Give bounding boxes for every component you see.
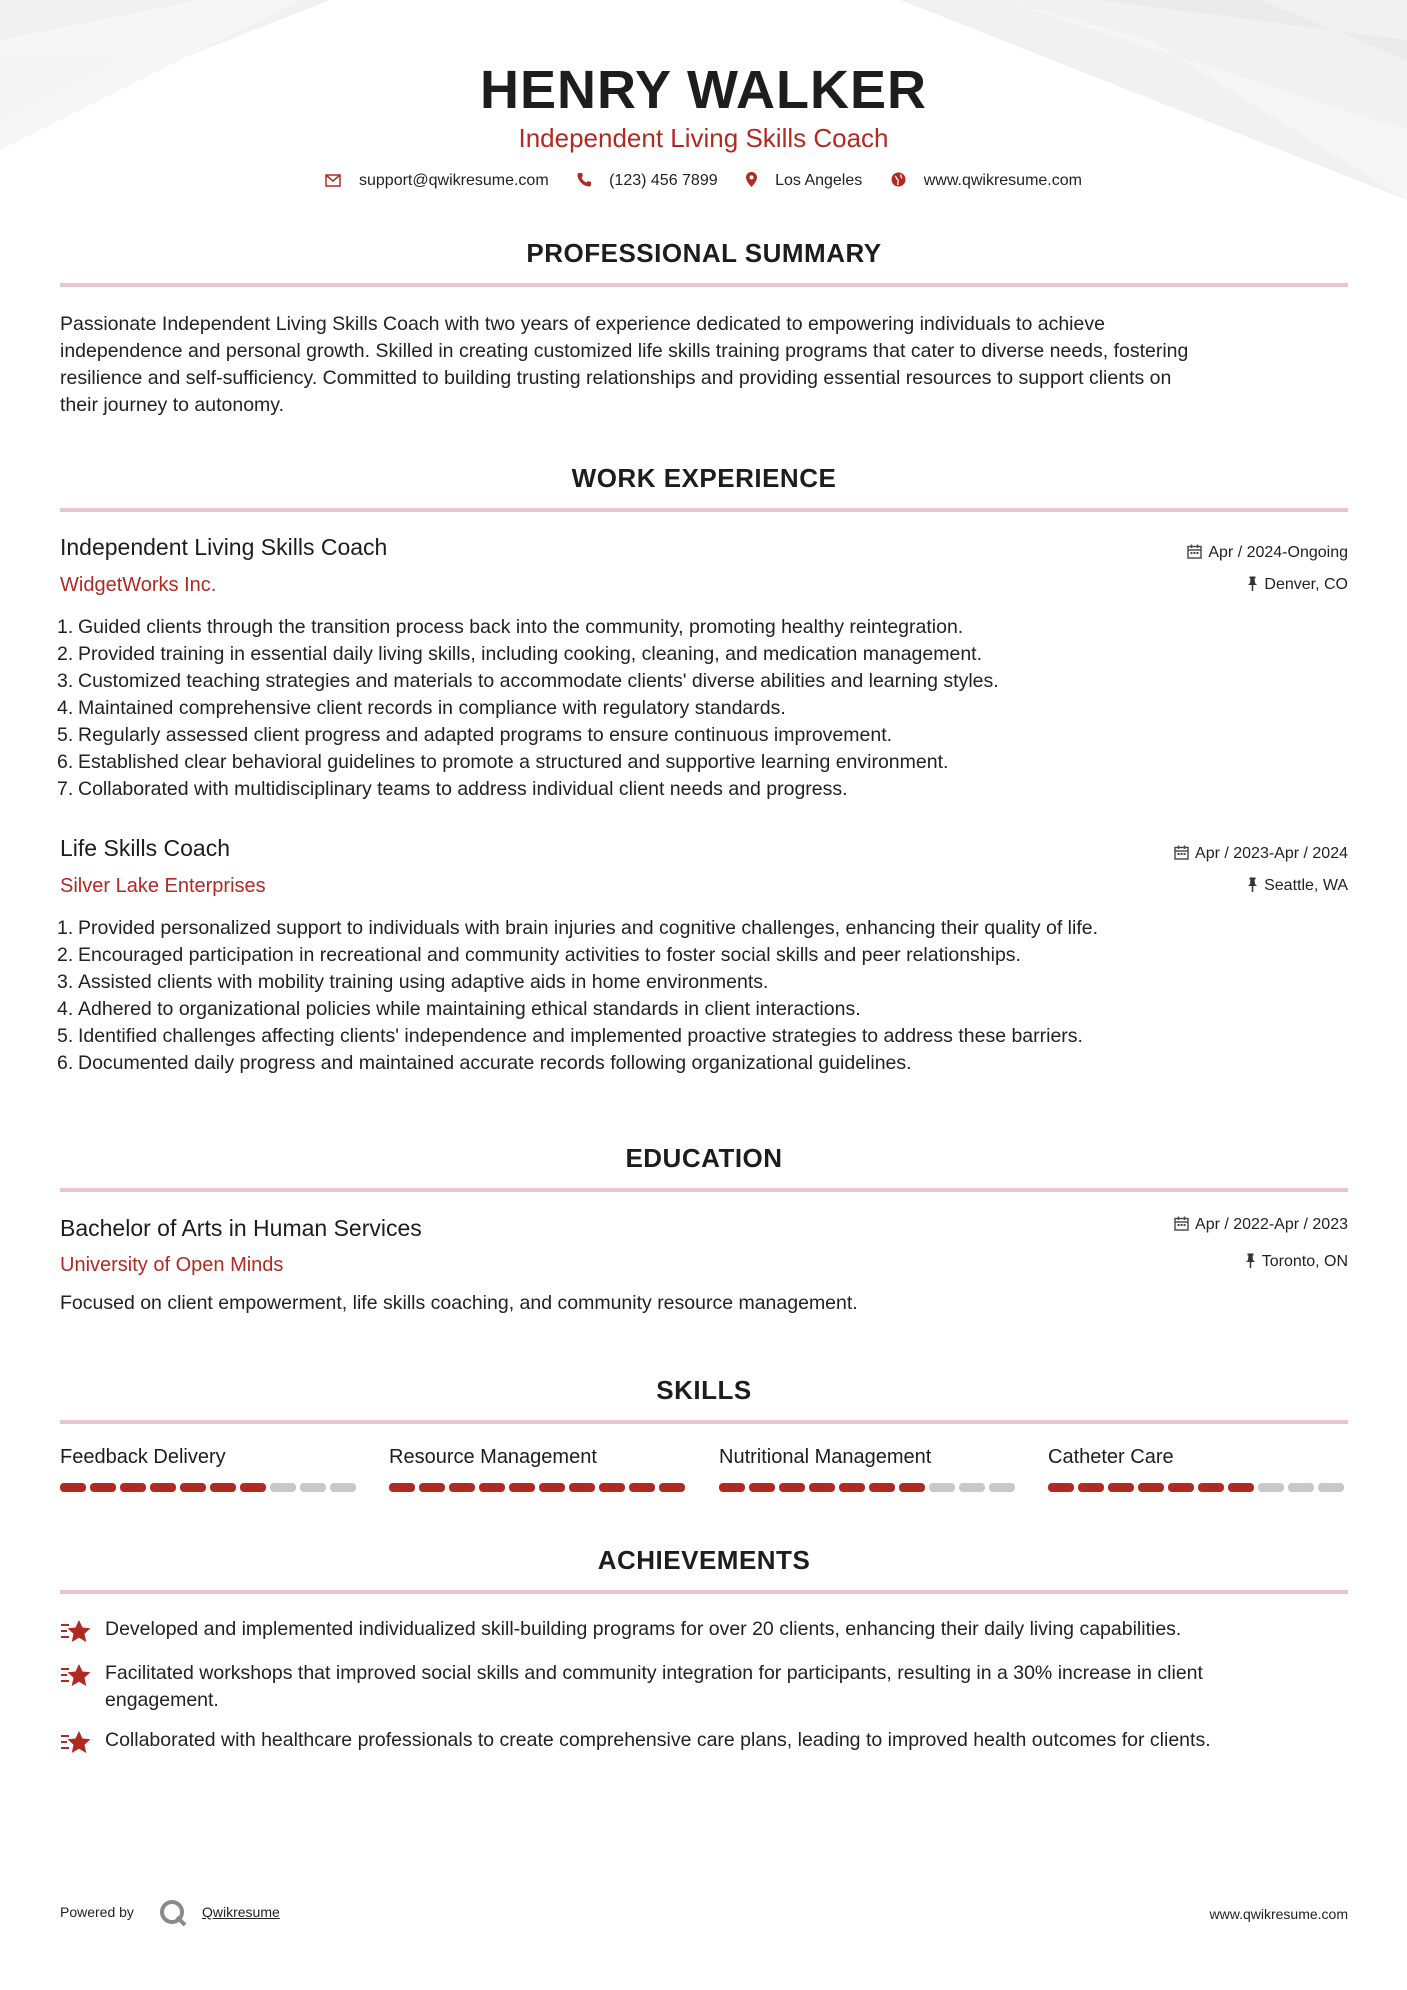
contact-website[interactable]: [891, 172, 1082, 190]
skill-segment-filled: [869, 1483, 895, 1492]
qwikresume-link[interactable]: Qwikresume: [202, 1904, 280, 1920]
skill-segment-empty: [1318, 1483, 1344, 1492]
skill-segment-filled: [1168, 1483, 1194, 1492]
school-name: University of Open Minds: [60, 1254, 284, 1276]
experience-divider: [60, 508, 1348, 512]
phone-icon: [577, 172, 591, 187]
achievement-line: Collaborated with healthcare professionals to create comprehensive care plans, leading to improved health outcomes for clients.: [105, 1729, 1211, 1751]
skill-segment-empty: [1288, 1483, 1314, 1492]
qwikresume-logo-icon: [158, 1898, 188, 1928]
skills-divider: [60, 1420, 1348, 1424]
achievement-line: Developed and implemented individualized skill-building programs for over 20 clients, enhancing their daily living capabilities.: [105, 1618, 1182, 1640]
skill-segment-empty: [989, 1483, 1015, 1492]
job-bullets: [57, 915, 1348, 1077]
bullet-text: Provided training in essential daily living skills, including cooking, cleaning, and medication management.: [78, 643, 983, 665]
bullet-text: Collaborated with multidisciplinary teams to address individual client needs and progress.: [78, 778, 848, 800]
job-location: [1247, 877, 1348, 895]
contact-phone[interactable]: [577, 172, 718, 190]
job-title: Life Skills Coach: [60, 835, 231, 861]
skill-segment-filled: [779, 1483, 805, 1492]
company-name: Silver Lake Enterprises: [60, 875, 266, 897]
skill-item: [60, 1446, 360, 1469]
education-divider: [60, 1188, 1348, 1192]
skill-segment-filled: [659, 1483, 685, 1492]
skill-segment-empty: [330, 1483, 356, 1492]
achievement-text: [105, 1727, 1348, 1754]
bullet-text: Documented daily progress and maintained accurate records following organizational guidelines.: [78, 1052, 912, 1074]
skill-segment-filled: [719, 1483, 745, 1492]
skill-item: [389, 1446, 689, 1469]
calendar-icon: [1187, 544, 1202, 559]
list-item: 2. Provided training in essential daily living skills, including cooking, cleaning, and medication management.: [57, 643, 983, 665]
skill-segment-filled: [479, 1483, 505, 1492]
bullet-text: Customized teaching strategies and materials to accommodate clients' diverse abilities and learning styles.: [78, 670, 999, 692]
skill-name: Resource Management: [389, 1446, 597, 1468]
job-dates-text: Apr / 2023-Apr / 2024: [1195, 845, 1348, 862]
contact-location-text: Los Angeles: [775, 172, 863, 189]
education-dates-text: Apr / 2022-Apr / 2023: [1195, 1216, 1348, 1233]
achievement-line: Facilitated workshops that improved social skills and community integration for participants, resulting in a 30% increase in client: [105, 1662, 1203, 1684]
skill-segment-empty: [1258, 1483, 1284, 1492]
skill-segment-filled: [449, 1483, 475, 1492]
bullet-text: Maintained comprehensive client records in compliance with regulatory standards.: [78, 697, 786, 719]
pin-icon: [1247, 877, 1258, 892]
education-dates: [1174, 1216, 1348, 1234]
skill-segment-filled: [1138, 1483, 1164, 1492]
powered-by-text: Powered by: [60, 1904, 134, 1920]
summary-line: resilience and self-sufficiency. Committed to building trusting relationships and providing essential resources to support clients on: [60, 367, 1172, 389]
pin-icon: [1245, 1253, 1256, 1268]
bullet-text: Adhered to organizational policies while maintaining ethical standards in client interactions.: [78, 998, 861, 1020]
job-location-text: Seattle, WA: [1264, 877, 1348, 894]
skill-segment-filled: [210, 1483, 236, 1492]
map-marker-icon: [746, 172, 757, 187]
skill-segment-filled: [1198, 1483, 1224, 1492]
skill-item: [1048, 1446, 1348, 1469]
bullet-text: Regularly assessed client progress and adapted programs to ensure continuous improvement.: [78, 724, 893, 746]
job-title: Independent Living Skills Coach: [60, 534, 388, 560]
envelope-icon: [325, 174, 341, 187]
list-item: 6. Documented daily progress and maintained accurate records following organizational guidelines.: [57, 1052, 912, 1074]
job-dates: [1174, 845, 1348, 863]
skill-segment-filled: [509, 1483, 535, 1492]
contact-website-text: www.qwikresume.com: [923, 172, 1082, 189]
bullet-text: Guided clients through the transition process back into the community, promoting healthy reintegration.: [78, 616, 964, 638]
education-location: [1245, 1253, 1348, 1271]
skill-segment-filled: [1048, 1483, 1074, 1492]
skill-segment-filled: [389, 1483, 415, 1492]
list-item: 4. Maintained comprehensive client records in compliance with regulatory standards.: [57, 697, 786, 719]
skill-segment-filled: [180, 1483, 206, 1492]
skill-segment-filled: [90, 1483, 116, 1492]
bullet-text: Established clear behavioral guidelines to promote a structured and supportive learning environment.: [78, 751, 949, 773]
skill-segment-empty: [929, 1483, 955, 1492]
job-dates: [1187, 544, 1348, 562]
summary-line: their journey to autonomy.: [60, 394, 285, 416]
degree-title: Bachelor of Arts in Human Services: [60, 1215, 422, 1241]
skill-segment-filled: [809, 1483, 835, 1492]
pin-icon: [1247, 576, 1258, 591]
education-description: Focused on client empowerment, life skills coaching, and community resource management.: [60, 1292, 858, 1314]
bullet-text: Identified challenges affecting clients' independence and implemented proactive strategies to address these barriers.: [78, 1025, 1083, 1047]
list-item: 5. Regularly assessed client progress and adapted programs to ensure continuous improvement.: [57, 724, 893, 746]
skill-level-bar: [1048, 1483, 1348, 1492]
job-location: [1247, 576, 1348, 594]
skill-level-bar: [719, 1483, 1019, 1492]
skill-segment-filled: [1108, 1483, 1134, 1492]
contact-location: [746, 172, 862, 190]
achievements-divider: [60, 1590, 1348, 1594]
list-item: 3. Customized teaching strategies and materials to accommodate clients' diverse abilities and learning styles.: [57, 670, 999, 692]
achievements-heading: ACHIEVEMENTS: [597, 1545, 811, 1575]
list-item: 1. Provided personalized support to individuals with brain injuries and cognitive challenges, enhancing their quality of life.: [57, 917, 1099, 939]
job-bullets: [57, 614, 1348, 803]
skills-heading: SKILLS: [656, 1375, 752, 1405]
job-location-text: Denver, CO: [1264, 576, 1348, 593]
candidate-name: HENRY WALKER: [479, 60, 928, 120]
globe-icon: [891, 172, 906, 187]
list-item: 1. Guided clients through the transition process back into the community, promoting healthy reintegration.: [57, 616, 964, 638]
skill-segment-filled: [899, 1483, 925, 1492]
skill-item: [719, 1446, 1019, 1469]
skill-segment-filled: [599, 1483, 625, 1492]
skill-segment-filled: [569, 1483, 595, 1492]
summary-heading: PROFESSIONAL SUMMARY: [526, 238, 882, 268]
list-item: 7. Collaborated with multidisciplinary teams to address individual client needs and progress.: [57, 778, 848, 800]
skill-name: Feedback Delivery: [60, 1446, 226, 1468]
skill-segment-empty: [270, 1483, 296, 1492]
star-icon: [60, 1663, 92, 1689]
footer-website[interactable]: www.qwikresume.com: [1209, 1906, 1348, 1922]
education-heading: EDUCATION: [625, 1143, 783, 1173]
bullet-text: Provided personalized support to individuals with brain injuries and cognitive challenges, enhancing their quality of life.: [78, 917, 1099, 939]
skill-segment-filled: [749, 1483, 775, 1492]
skill-level-bar: [60, 1483, 360, 1492]
list-item: 3. Assisted clients with mobility training using adaptive aids in home environments.: [57, 971, 769, 993]
star-icon: [60, 1730, 92, 1756]
company-name: WidgetWorks Inc.: [60, 574, 217, 596]
header: [0, 60, 1407, 154]
list-item: 5. Identified challenges affecting clients' independence and implemented proactive strategies to address these barriers.: [57, 1025, 1083, 1047]
summary-line: independence and personal growth. Skilled in creating customized life skills training programs that cater to diverse needs, fostering: [60, 340, 1189, 362]
contact-email[interactable]: [325, 172, 549, 190]
skill-segment-filled: [240, 1483, 266, 1492]
skill-segment-filled: [419, 1483, 445, 1492]
job-dates-text: Apr / 2024-Ongoing: [1208, 544, 1348, 561]
contact-bar: [0, 172, 1407, 190]
contact-email-text: support@qwikresume.com: [359, 172, 549, 189]
candidate-title: Independent Living Skills Coach: [518, 123, 889, 153]
bullet-text: Encouraged participation in recreational and community activities to foster social skills and peer relationships.: [78, 944, 1021, 966]
skill-segment-filled: [629, 1483, 655, 1492]
contact-phone-text: (123) 456 7899: [609, 172, 718, 189]
skill-segment-filled: [60, 1483, 86, 1492]
skill-segment-empty: [300, 1483, 326, 1492]
skill-segment-filled: [839, 1483, 865, 1492]
summary-divider: [60, 283, 1348, 287]
star-icon: [60, 1619, 92, 1645]
education-location-text: Toronto, ON: [1261, 1253, 1348, 1270]
calendar-icon: [1174, 845, 1189, 860]
list-item: 4. Adhered to organizational policies while maintaining ethical standards in client interactions.: [57, 998, 861, 1020]
skill-level-bar: [389, 1483, 689, 1492]
summary-line: Passionate Independent Living Skills Coach with two years of experience dedicated to empowering individuals to achieve: [60, 313, 1105, 335]
list-item: 2. Encouraged participation in recreational and community activities to foster social skills and peer relationships.: [57, 944, 1021, 966]
bullet-text: Assisted clients with mobility training using adaptive aids in home environments.: [78, 971, 769, 993]
experience-heading: WORK EXPERIENCE: [571, 463, 837, 493]
achievement-line: engagement.: [105, 1689, 219, 1711]
achievement-text: [105, 1616, 1348, 1643]
achievement-text: [105, 1660, 1348, 1714]
list-item: 6. Established clear behavioral guidelines to promote a structured and supportive learning environment.: [57, 751, 949, 773]
skill-segment-filled: [150, 1483, 176, 1492]
summary-text: [60, 311, 1348, 419]
skill-segment-empty: [959, 1483, 985, 1492]
skill-segment-filled: [1228, 1483, 1254, 1492]
skill-segment-filled: [1078, 1483, 1104, 1492]
skill-segment-filled: [539, 1483, 565, 1492]
calendar-icon: [1174, 1216, 1189, 1231]
skill-name: Catheter Care: [1048, 1446, 1174, 1468]
skill-segment-filled: [120, 1483, 146, 1492]
skill-name: Nutritional Management: [719, 1446, 932, 1468]
